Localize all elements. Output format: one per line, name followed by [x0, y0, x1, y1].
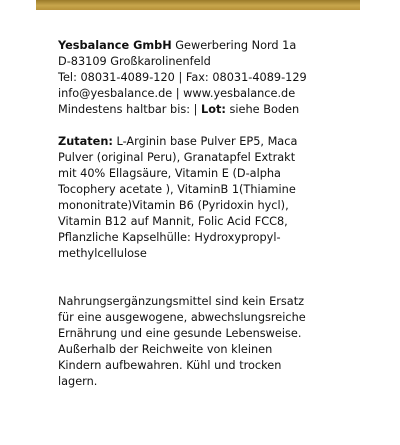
- company-street: Gewerbering Nord 1a: [175, 39, 297, 52]
- ingredients-label: Zutaten:: [58, 135, 113, 148]
- spacer: [58, 278, 378, 294]
- company-email-web: info@yesbalance.de | www.yesbalance.de: [58, 87, 296, 100]
- ingredients-line: Pflanzliche Kapselhülle: Hydroxypropyl-: [58, 231, 281, 244]
- ingredients-line: Vitamin B12 auf Mannit, Folic Acid FCC8,: [58, 215, 288, 228]
- ingredients-line: mit 40% Ellagsäure, Vitamin E (D-alpha: [58, 167, 281, 180]
- notice-line: Nahrungsergänzungsmittel sind kein Ersatz: [58, 295, 305, 308]
- company-address-block: [58, 38, 378, 118]
- company-city: D-83109 Großkarolinenfeld: [58, 55, 211, 68]
- ingredients-line: mononitrate)Vitamin B6 (Pyridoxin hycl),: [58, 199, 289, 212]
- notice-line: für eine ausgewogene, abwechslungsreiche: [58, 311, 306, 324]
- notice-line: Außerhalb der Reichweite von kleinen: [58, 343, 273, 356]
- notice-line: Ernährung und eine gesunde Lebensweise.: [58, 327, 302, 340]
- ingredients-text: L-Arginin base Pulver EP5, Maca: [116, 135, 298, 148]
- ingredients-line: Tocophery acetate ), VitaminB 1(Thiamine: [58, 183, 296, 196]
- ingredients-line: methylcellulose: [58, 247, 147, 260]
- best-before-text: Mindestens haltbar bis: |: [58, 103, 198, 116]
- gold-header-band: [36, 0, 360, 10]
- ingredients-line: [58, 134, 378, 150]
- ingredients-line: Pulver (original Peru), Granatapfel Extrakt: [58, 151, 296, 164]
- spacer: [58, 118, 378, 134]
- supplement-notice-block: [58, 294, 378, 390]
- best-before-line: [58, 102, 378, 118]
- lot-value: siehe Boden: [229, 103, 300, 116]
- company-name-line: [58, 38, 378, 54]
- notice-line: Kindern aufbewahren. Kühl und trocken: [58, 359, 282, 372]
- company-name: Yesbalance GmbH: [58, 39, 172, 52]
- ingredients-block: [58, 134, 378, 262]
- company-phone-fax: Tel: 08031-4089-120 | Fax: 08031-4089-129: [58, 71, 307, 84]
- lot-label: Lot:: [201, 103, 226, 116]
- label-text-block: [58, 38, 378, 390]
- notice-line: lagern.: [58, 375, 98, 388]
- spacer: [58, 262, 378, 278]
